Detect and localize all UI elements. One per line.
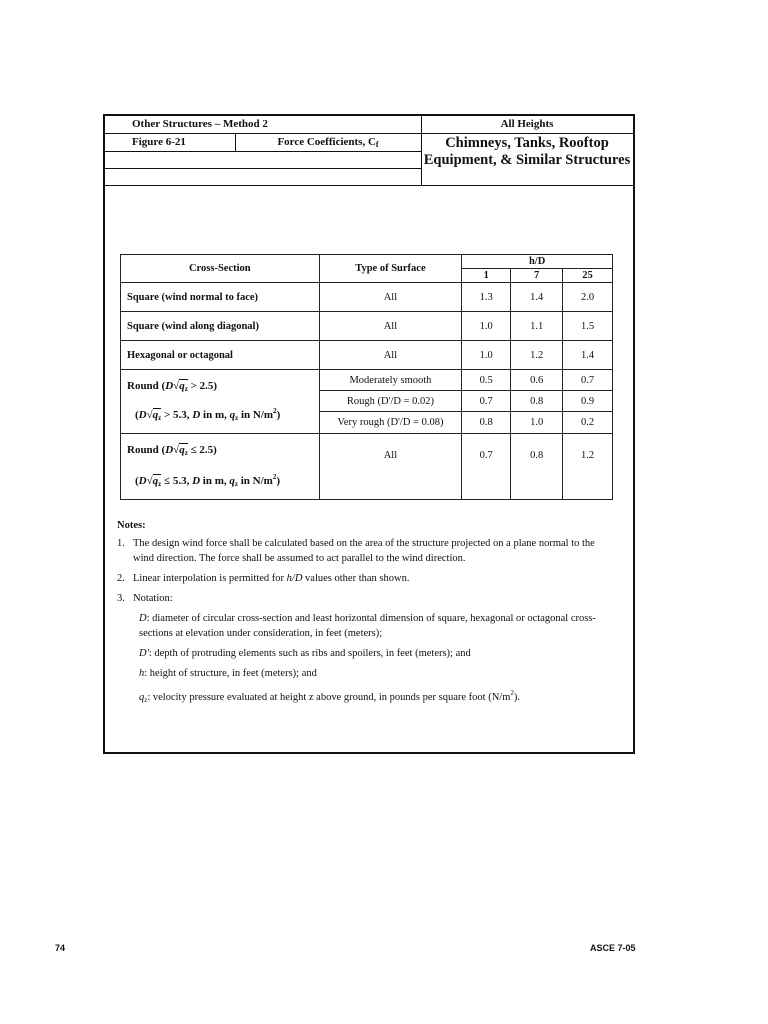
notation-h: h: height of structure, in feet (meters); and bbox=[139, 668, 317, 679]
table-row: Square (wind normal to face) All 1.3 1.4 2.0 bbox=[121, 283, 613, 312]
notation-list bbox=[117, 611, 617, 708]
round-gt-cross-section: Round $(D√q_z > 2.5)$ ($D√q_z > 5.3$, D in m, $q_z$ in $N/m^2$) bbox=[121, 370, 320, 434]
col-cross-section: Cross-Section bbox=[121, 255, 320, 283]
header-divider-3 bbox=[105, 168, 421, 169]
notes-title: Notes: bbox=[117, 520, 146, 531]
table-row: Round $(D√q_z \le 2.5)$ ($D√q_z \le 5.3$, D in m, $q_z$ in $N/m^2$) All 0.7 0.8 1.2 bbox=[121, 434, 613, 500]
table-row: Round $(D√q_z > 2.5)$ ($D√q_z > 5.3$, D in m, $q_z$ in $N/m^2$) Moderately smooth 0.5 0.6 0.7 bbox=[121, 370, 613, 391]
header-heights: All Heights bbox=[500, 118, 554, 130]
figure-title: Chimneys, Tanks, Rooftop Equipment, & Similar Structures bbox=[423, 135, 631, 168]
header-divider-1 bbox=[105, 133, 633, 134]
notation-d: D: diameter of circular cross-section and least horizontal dimension of square, hexagonal or octagonal cross-sections at elevation under consideration, in feet (meters); bbox=[139, 613, 596, 639]
hd-1: 1 bbox=[462, 269, 511, 283]
hd-7: 7 bbox=[511, 269, 563, 283]
page-number: 74 bbox=[55, 943, 66, 953]
header-divider-2 bbox=[105, 151, 421, 152]
table-row: Hexagonal or octagonal All 1.0 1.2 1.4 bbox=[121, 341, 613, 370]
notation-qz: $q_z$: velocity pressure evaluated at height z above ground, in pounds per square foot $(N/m^2)$. bbox=[139, 689, 521, 704]
force-coeff-label: Force Coefficients, Cf bbox=[277, 136, 379, 149]
publication-name: ASCE 7-05 bbox=[590, 943, 636, 953]
round-le-cross-section: Round $(D√q_z \le 2.5)$ ($D√q_z \le 5.3$, D in m, $q_z$ in $N/m^2$) bbox=[121, 434, 320, 500]
col-hd: h/D bbox=[462, 255, 613, 269]
notes-section bbox=[117, 518, 617, 713]
force-coefficient-table bbox=[120, 254, 613, 500]
note-1: 1. The design wind force shall be calculated based on the area of the structure projected on a plane normal to the wind direction. The force shall be assumed to act parallel to the wind direction. bbox=[117, 538, 595, 564]
note-3: 3. Notation: bbox=[117, 593, 173, 604]
table-row: Very rough (D'/D = 0.08) 0.8 1.0 0.2 bbox=[121, 412, 613, 434]
header-method: Other Structures – Method 2 bbox=[132, 118, 268, 130]
notation-dprime: D': depth of protruding elements such as ribs and spoilers, in feet (meters); and bbox=[139, 648, 471, 659]
header-divider-4 bbox=[105, 185, 633, 186]
note-2: 2. Linear interpolation is permitted for h/D values other than shown. bbox=[117, 573, 410, 584]
table-row: Square (wind along diagonal) All 1.0 1.1 1.5 bbox=[121, 312, 613, 341]
figure-number: Figure 6-21 bbox=[132, 136, 186, 148]
table-row: Rough (D'/D = 0.02) 0.7 0.8 0.9 bbox=[121, 391, 613, 412]
col-surface: Type of Surface bbox=[319, 255, 462, 283]
hd-25: 25 bbox=[563, 269, 613, 283]
